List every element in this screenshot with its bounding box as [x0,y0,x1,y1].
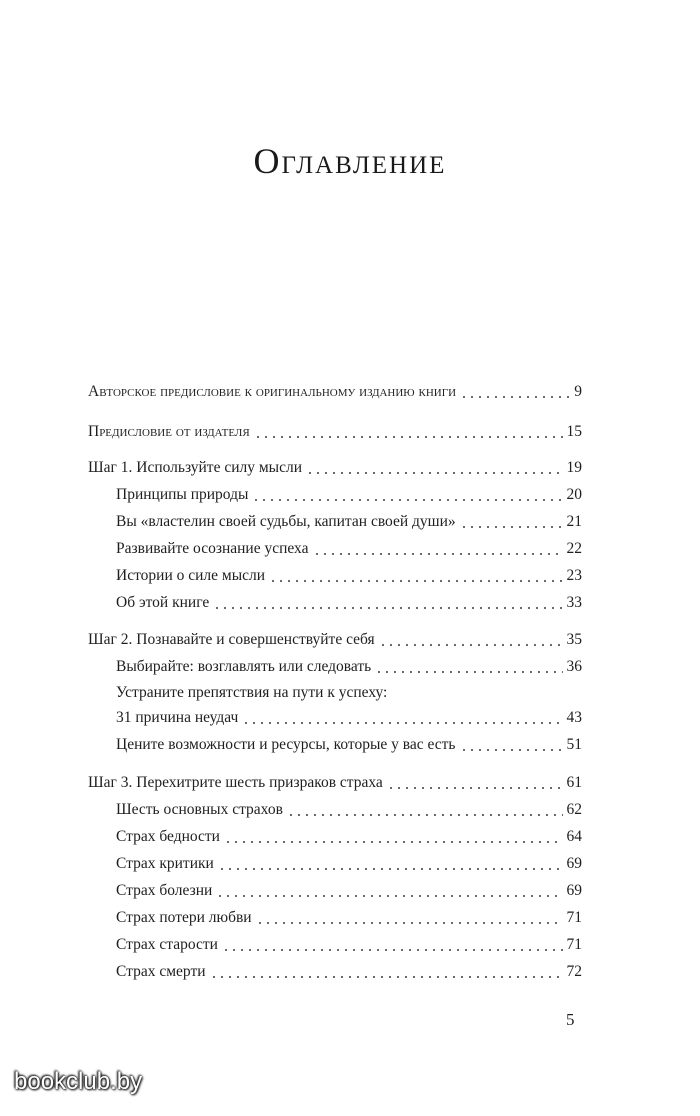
toc-page-number: 61 [566,774,582,791]
toc-subentry[interactable] [116,904,582,928]
dot-leader [210,976,563,978]
toc-step-label: Шаг 2. Познавайте и совершенствуйте себя [88,631,375,648]
toc-step-2[interactable] [88,626,582,650]
toc-page-number: 9 [574,383,582,400]
toc-subentry[interactable] [116,508,582,532]
dot-leader [216,895,562,897]
toc-entry-label: 31 причина неудач [116,709,239,726]
toc-entry-author-preface[interactable] [88,378,582,402]
toc-page-number: 43 [566,709,582,726]
dot-leader [379,644,563,646]
toc-subentry[interactable] [116,731,582,755]
toc-entry-label: Развивайте осознание успеха [116,540,309,557]
dot-leader [375,671,562,673]
toc-page-number: 33 [566,594,582,611]
toc-subentry[interactable] [116,958,582,982]
toc-entry-label: Принципы природы [116,486,249,503]
toc-page-number: 21 [566,513,582,530]
dot-leader [224,841,563,843]
toc-entry-label: Страх старости [116,936,218,953]
toc-page-number: 22 [566,540,582,557]
dot-leader [213,607,562,609]
toc-entry-label: Выбирайте: возглавлять или следовать [116,658,372,675]
toc-step-3[interactable] [88,769,582,793]
toc-entry-label: Цените возможности и ресурсы, которые у вас есть [116,736,456,753]
toc-page-number: 64 [566,828,582,845]
toc-entry-label: Вы «властелин своей судьбы, капитан своей души» [116,513,456,530]
toc-subentry[interactable] [116,704,582,728]
toc-entry-label: Авторское предисловие к оригинальному изданию книги [88,383,457,400]
toc-page-number: 15 [566,423,582,440]
toc-page-number: 71 [566,936,582,953]
toc-step-label: Шаг 3. Перехитрите шесть призраков страха [88,774,383,791]
toc-subentry[interactable] [116,481,582,505]
toc-page-number: 20 [566,486,582,503]
toc-entry-publisher-preface[interactable] [88,418,582,442]
dot-leader [256,922,563,924]
toc-subentry[interactable] [116,931,582,955]
dot-leader [313,553,563,555]
dot-leader [460,396,570,398]
toc-subentry[interactable] [116,589,582,613]
toc-subentry[interactable] [116,796,582,820]
page-number: 5 [566,1010,575,1029]
dot-leader [460,749,563,751]
toc-page-number: 36 [566,658,582,675]
toc-entry-label: Истории о силе мысли [116,567,266,584]
toc-subentry[interactable] [116,562,582,586]
watermark: bookclub.by [14,1068,143,1095]
toc-entry-label: Страх смерти [116,963,206,980]
toc-subentry[interactable] [116,653,582,677]
toc-page-number: 69 [566,855,582,872]
toc-subentry[interactable] [116,823,582,847]
dot-leader [218,868,563,870]
toc-entry-label: Шесть основных страхов [116,801,283,818]
dot-leader [254,436,563,438]
toc-entry-label: Страх потери любви [116,909,252,926]
dot-leader [387,787,563,789]
toc-page-number: 71 [566,909,582,926]
toc-entry-label: Страх болезни [116,882,213,899]
toc-entry-label-line1: Устраните препятствия на пути к успеху: [116,684,388,701]
toc-page-number: 51 [566,736,582,753]
dot-leader [460,526,563,528]
toc-subentry[interactable] [116,877,582,901]
dot-leader [287,814,563,816]
toc-step-1[interactable] [88,454,582,478]
dot-leader [252,499,562,501]
toc-step-label: Шаг 1. Используйте силу мысли [88,459,303,476]
toc-page-number: 62 [566,801,582,818]
dot-leader [306,472,562,474]
dot-leader [269,580,562,582]
dot-leader [222,949,563,951]
toc-page-number: 69 [566,882,582,899]
page-title: Оглавление [253,141,447,181]
toc-entry-label: Страх критики [116,855,214,872]
toc-entry-label: Об этой книге [116,594,210,611]
toc-page-number: 23 [566,567,582,584]
toc-subentry[interactable] [116,535,582,559]
toc-entry-label: Предисловие от издателя [88,423,250,440]
toc-entry-label: Страх бедности [116,828,220,845]
toc-page-number: 35 [566,631,582,648]
dot-leader [242,722,562,724]
toc-subentry[interactable] [116,850,582,874]
toc-page-number: 19 [566,459,582,476]
toc-page-number: 72 [566,963,582,980]
